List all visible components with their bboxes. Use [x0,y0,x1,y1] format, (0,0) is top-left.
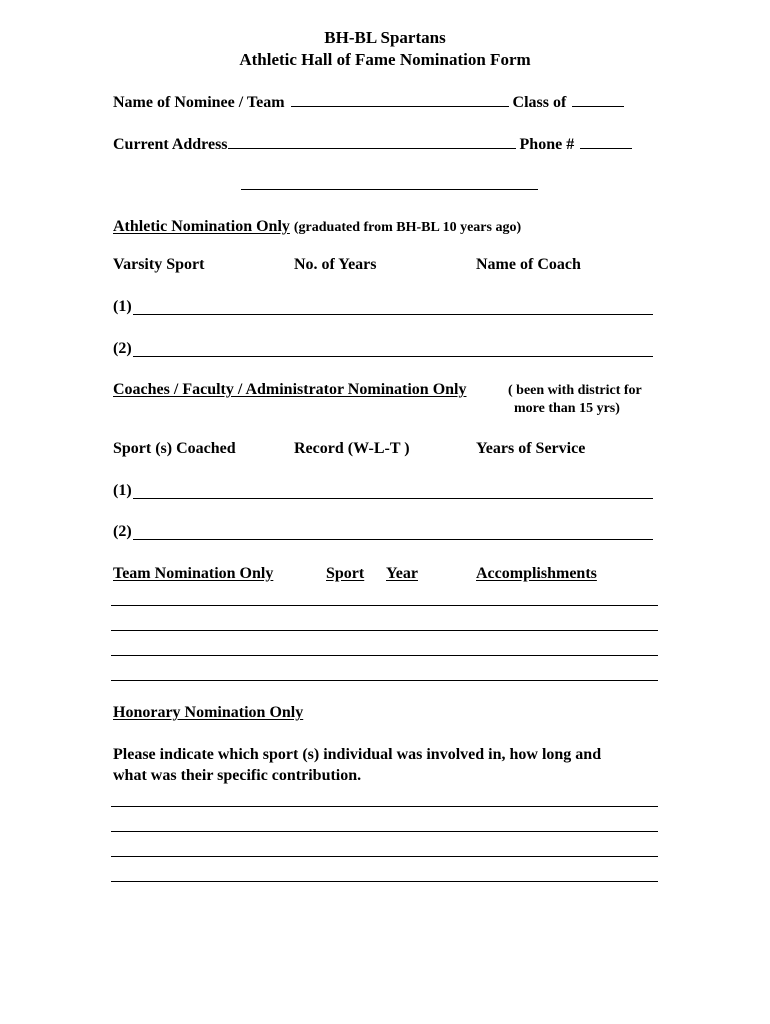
team-col-sport: Sport [326,565,365,582]
athletic-row-1-label: (1) [113,298,132,315]
athletic-col-years: No. of Years [294,256,377,273]
nominee-field[interactable] [291,92,509,107]
athletic-section-heading [113,218,521,236]
phone-label: Phone # [519,136,575,153]
athletic-note: (graduated from BH-BL 10 years ago) [293,220,522,235]
coaches-row-1-label: (1) [113,482,132,499]
honorary-instruction-line1: Please indicate which sport (s) individual was involved in, how long and [113,746,602,763]
coaches-row-2-label: (2) [113,523,132,540]
address-row [113,134,632,154]
coaches-col-record: Record (W-L-T ) [294,440,410,457]
honorary-heading: Honorary Nomination Only [113,704,304,721]
team-line-3[interactable] [111,655,658,656]
honorary-line-2[interactable] [111,831,658,832]
team-line-1[interactable] [111,605,658,606]
coaches-col-years: Years of Service [476,440,586,457]
coaches-row-1-field[interactable] [133,498,653,499]
address-label: Current Address [113,136,228,153]
team-line-4[interactable] [111,680,658,681]
phone-field[interactable] [580,134,632,149]
coaches-note-line2: more than 15 yrs) [514,401,620,416]
honorary-line-1[interactable] [111,806,658,807]
team-heading: Team Nomination Only [113,565,274,582]
team-line-2[interactable] [111,630,658,631]
class-field[interactable] [572,92,624,107]
nominee-label: Name of Nominee / Team [113,94,285,111]
coaches-row-2-field[interactable] [133,539,653,540]
coaches-col-sport: Sport (s) Coached [113,440,236,457]
team-col-year: Year [386,565,418,582]
honorary-instruction-line2: what was their specific contribution. [113,767,362,784]
class-label: Class of [512,94,567,111]
team-col-accomplishments: Accomplishments [476,565,597,582]
athletic-row-2-label: (2) [113,340,132,357]
honorary-line-4[interactable] [111,881,658,882]
athletic-col-sport: Varsity Sport [113,256,205,273]
coaches-heading: Coaches / Faculty / Administrator Nomination Only [113,381,467,398]
athletic-col-coach: Name of Coach [476,256,581,273]
form-title: BH-BL Spartans [324,28,446,47]
honorary-line-3[interactable] [111,856,658,857]
form-subtitle: Athletic Hall of Fame Nomination Form [239,50,531,69]
address-field[interactable] [228,134,516,149]
nominee-row [113,92,624,112]
athletic-row-1-field[interactable] [133,314,653,315]
athletic-row-2-field[interactable] [133,356,653,357]
address-field-line2[interactable] [241,189,538,190]
athletic-heading: Athletic Nomination Only [113,218,290,235]
coaches-note-line1: ( been with district for [508,383,642,398]
